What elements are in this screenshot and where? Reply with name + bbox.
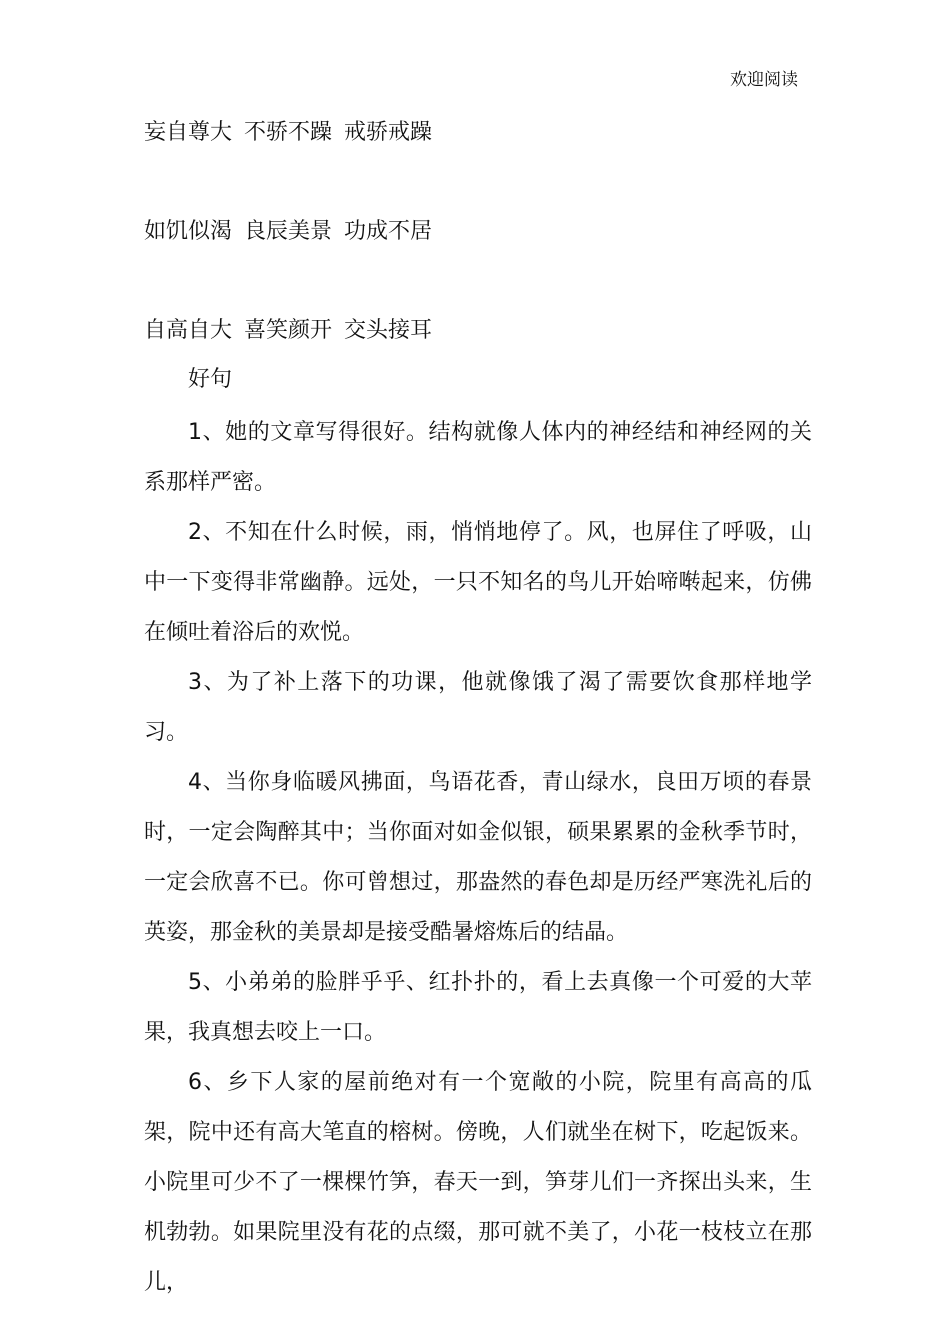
idiom: 良辰美景 — [244, 219, 333, 244]
idiom: 自高自大 — [144, 318, 233, 343]
idiom-row — [144, 118, 432, 148]
sentence-list — [144, 408, 812, 1308]
page-header: 欢迎阅读 — [730, 70, 798, 90]
idiom: 功成不居 — [344, 219, 433, 244]
idiom: 不骄不躁 — [244, 120, 333, 145]
idiom: 戒骄戒躁 — [344, 120, 433, 145]
idiom: 交头接耳 — [344, 318, 433, 343]
sentence-paragraph: 4、当你身临暖风拂面，鸟语花香，青山绿水，良田万顷的春景时，一定会陶醉其中；当你面对如金似银，硕果累累的金秋季节时，一定会欣喜不已。你可曾想过，那盎然的春色却是历经严寒洗礼后的英姿，那金秋的美景却是接受酷暑熔炼后的结晶。 — [144, 770, 812, 945]
sentence-paragraph: 6、乡下人家的屋前绝对有一个宽敞的小院，院里有高高的瓜架，院中还有高大笔直的榕树。傍晚，人们就坐在树下，吃起饭来。小院里可少不了一棵棵竹笋，春天一到，笋芽儿们一齐探出头来，生机勃勃。如果院里没有花的点缀，那可就不美了，小花一枝枝立在那儿， — [144, 1070, 812, 1295]
section-title: 好句 — [188, 367, 233, 392]
idiom-row — [144, 316, 432, 346]
sentence-paragraph: 2、不知在什么时候，雨，悄悄地停了。风，也屏住了呼吸，山中一下变得非常幽静。远处，一只不知名的鸟儿开始啼啭起来，仿佛在倾吐着浴后的欢悦。 — [144, 520, 812, 645]
sentence-paragraph: 5、小弟弟的脸胖乎乎、红扑扑的，看上去真像一个可爱的大苹果，我真想去咬上一口。 — [144, 970, 812, 1045]
idiom: 妄自尊大 — [144, 120, 233, 145]
idiom: 喜笑颜开 — [244, 318, 333, 343]
idiom: 如饥似渴 — [144, 219, 233, 244]
idiom-row — [144, 217, 432, 247]
sentence-paragraph: 3、为了补上落下的功课，他就像饿了渴了需要饮食那样地学习。 — [144, 670, 812, 745]
sentence-paragraph: 1、她的文章写得很好。结构就像人体内的神经结和神经网的关系那样严密。 — [144, 420, 812, 495]
